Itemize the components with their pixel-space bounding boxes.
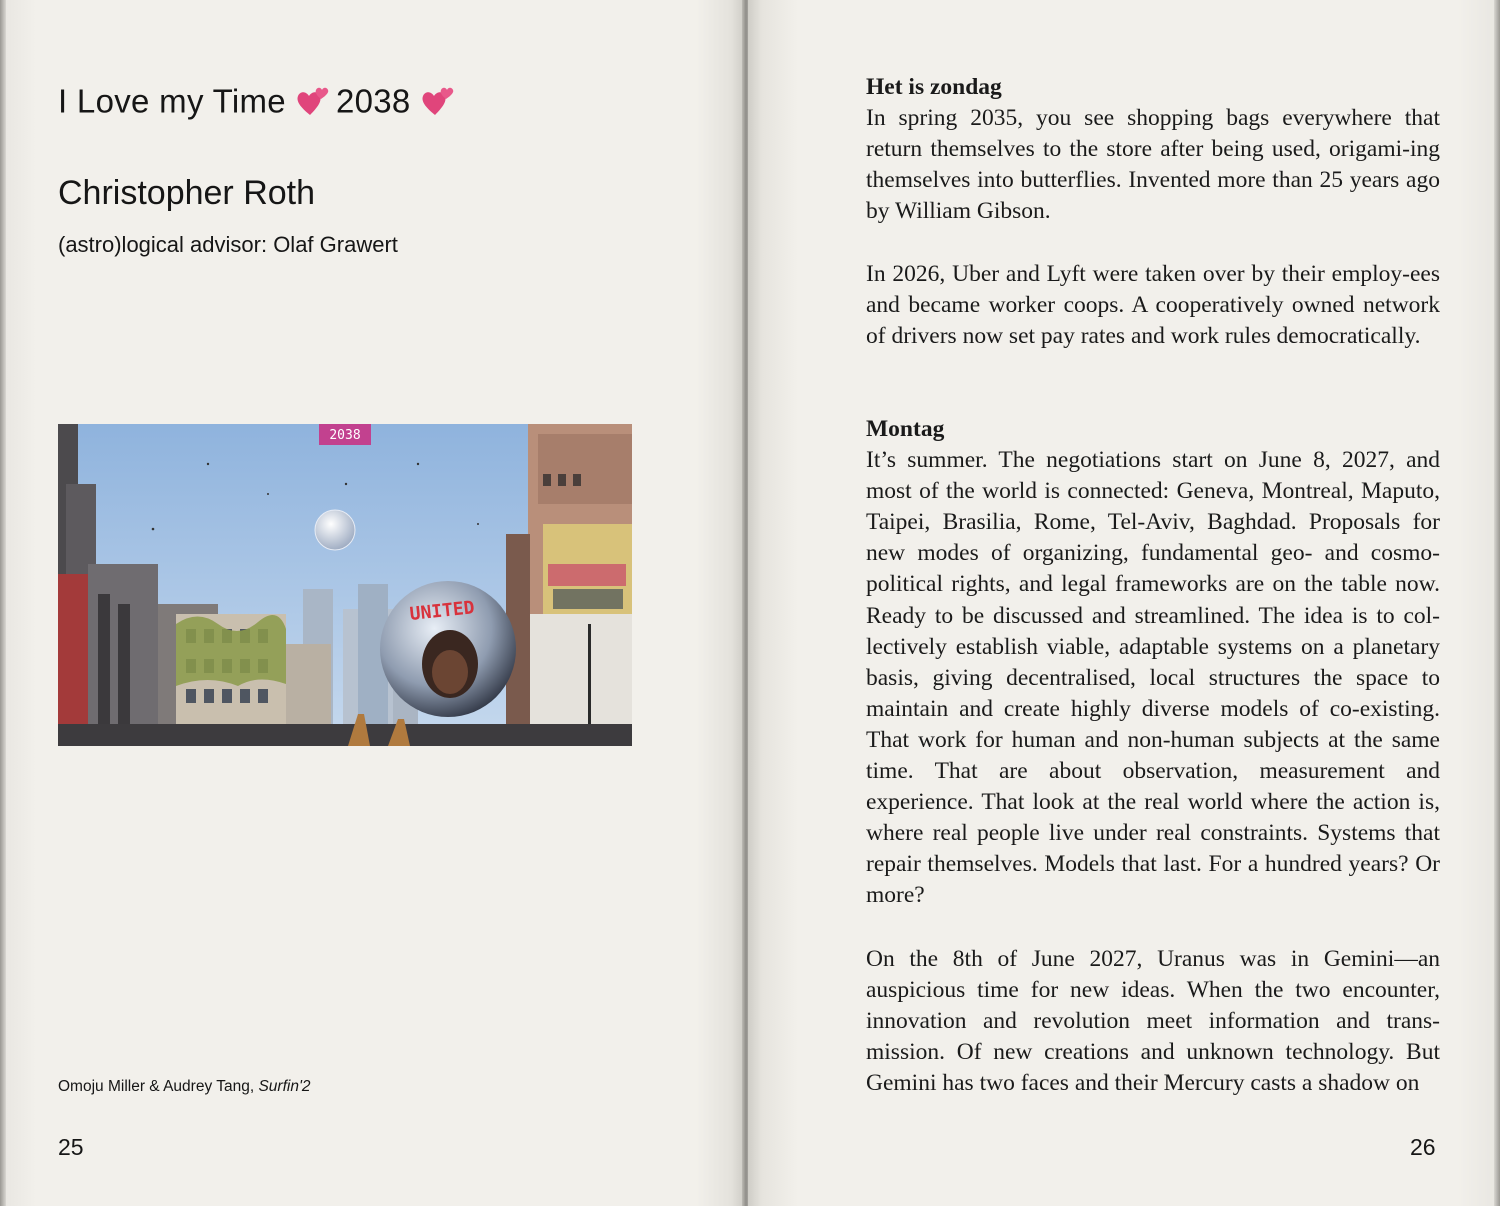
- section-monday-cont: [866, 944, 1440, 1099]
- author-name: Christopher Roth: [58, 174, 316, 212]
- two-hearts-icon: [421, 85, 455, 117]
- two-hearts-icon: [296, 85, 330, 117]
- title-text: I Love my Time: [58, 82, 286, 120]
- paragraph: On the 8th of June 2027, Uranus was in Gemini—an auspicious time for new ideas. When the two encounter, innovation and revolution meet information and trans-mission. Of new creations and unknown technology. But Gemini has two faces and their Mercury casts a shadow on: [866, 946, 1440, 1097]
- section-sunday-cont: [866, 259, 1440, 352]
- image-year-badge: 2038: [329, 428, 361, 443]
- section-monday: [866, 414, 1440, 912]
- image-caption: [58, 1078, 311, 1096]
- title-year: 2038: [335, 82, 411, 120]
- advisor-credit: (astro)logical advisor: Olaf Grawert: [58, 232, 398, 257]
- artwork-photo: [58, 424, 632, 746]
- caption-credit: Omoju Miller & Audrey Tang,: [58, 1078, 259, 1095]
- section-heading: Montag: [866, 416, 945, 442]
- paragraph: In spring 2035, you see shopping bags everywhere that return themselves to the store after being used, origami-ing themselves into butterflies. Invented more than 25 years ago by William Gibson.: [866, 105, 1440, 225]
- book-edge-right: [1494, 0, 1500, 1206]
- sphere-text: UNITED: [408, 597, 476, 625]
- paragraph: In 2026, Uber and Lyft were taken over by their employ-ees and became worker coops. A cooperatively owned network of drivers now set pay rates and work rules democratically.: [866, 261, 1440, 350]
- section-sunday: [866, 72, 1440, 227]
- page-title: [58, 80, 461, 120]
- paragraph: It’s summer. The negotiations start on June 8, 2027, and most of the world is connected: Geneva, Montreal, Maputo, Taipei, Brasilia, Rome, Tel-Aviv, Baghdad. Proposals for new modes of organizing, fundamental geo- and cosmo-political rights, and legal frameworks are on the table now. Ready to be discussed and streamlined. The idea is to col-lectively establish viable, adaptable systems on a planetary basis, giving decentralised, local structures the space to maintain and create highly diverse models of co-existing. That work for human and non-human subjects at the same time. That are about observation, measurement and experience. That look at the real world where the action is, where real people live under real constraints. Systems that repair themselves. Models that last. For a hundred years? Or more?: [866, 447, 1440, 909]
- page-number-left: 25: [58, 1134, 84, 1160]
- caption-title: Surfin'2: [258, 1078, 311, 1095]
- page-number-right: 26: [1410, 1134, 1436, 1160]
- section-heading: Het is zondag: [866, 74, 1002, 100]
